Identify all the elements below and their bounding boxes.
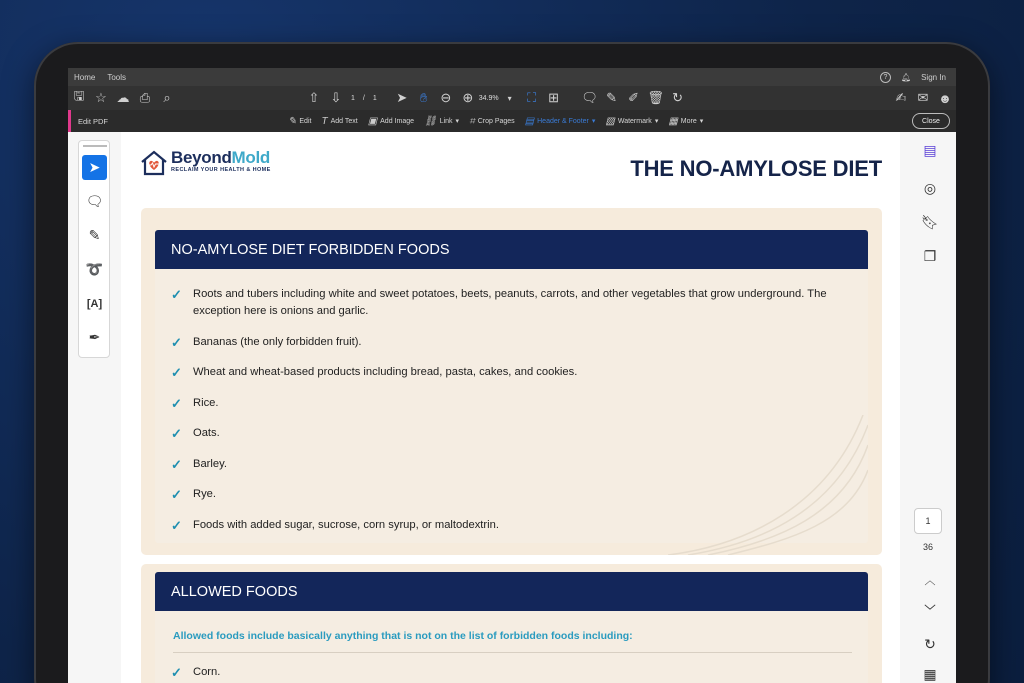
allowed-foods-intro: Allowed foods include basically anything that is not on the list of forbidden foods including: — [173, 630, 633, 642]
app-window — [68, 68, 956, 683]
edit-tool-add-image[interactable]: ▣ Add Image — [367, 115, 414, 127]
zoom-in-icon[interactable]: ⊕ — [462, 90, 474, 105]
close-edit-button[interactable]: Close — [912, 113, 950, 129]
comment-icon[interactable]: 🗨︎ — [581, 90, 598, 105]
right-side-panel — [900, 132, 956, 683]
allowed-foods-card — [141, 564, 882, 683]
list-item: ✓ Wheat and wheat-based products including bread, pasta, cakes, and cookies. — [171, 365, 578, 380]
check-icon: ✓ — [171, 517, 182, 533]
export-pdf-icon[interactable]: ◎ — [923, 180, 937, 196]
select-tool-icon[interactable]: ➤ — [82, 155, 107, 180]
check-icon: ✓ — [171, 487, 182, 502]
chevron-down-icon[interactable]: ▾ — [507, 93, 512, 103]
divider — [173, 652, 852, 653]
image-icon: ▣ — [367, 115, 378, 127]
marquee-zoom-icon[interactable]: ⊞ — [548, 90, 560, 105]
more-icon: ▦ — [668, 115, 678, 127]
edit-tool-edit[interactable]: ✎ Edit — [288, 115, 312, 127]
edit-pdf-panel-icon[interactable]: ▤ — [923, 142, 937, 158]
edit-tool-more[interactable]: ▦ More ▾ — [668, 115, 704, 127]
check-icon: ✓ — [171, 426, 182, 441]
page-title: THE NO-AMYLOSE DIET — [630, 156, 882, 181]
edit-pdf-bar — [68, 110, 956, 132]
save-icon[interactable]: 🖫 — [73, 88, 85, 103]
list-item: ✓ Bananas (the only forbidden fruit). — [171, 334, 362, 350]
edit-tool-watermark[interactable]: ▧ Watermark ▾ — [605, 115, 659, 127]
share-user-icon[interactable]: ☻ — [938, 90, 952, 106]
edit-tool-crop-pages[interactable]: ⌗ Crop Pages — [469, 115, 515, 127]
draw-lasso-icon[interactable]: ➰ — [85, 261, 104, 277]
pdf-page — [121, 132, 900, 683]
page-thumbnail-icon[interactable]: ▦ — [923, 666, 937, 682]
select-cursor-icon[interactable]: ➤ — [396, 90, 408, 105]
list-item: ✓ Oats. — [171, 426, 220, 441]
allowed-foods-heading: ALLOWED FOODS — [155, 572, 868, 611]
forbidden-foods-card — [141, 208, 882, 555]
check-icon: ✓ — [171, 395, 182, 411]
edit-tool-header-footer[interactable]: ▤ Header & Footer ▾ — [524, 115, 596, 127]
page-down-icon[interactable]: ⇩ — [330, 90, 342, 105]
check-icon: ✓ — [171, 287, 182, 302]
logo-tagline: RECLAIM YOUR HEALTH & HOME — [171, 167, 271, 173]
sign-in-button[interactable]: Sign In — [921, 72, 946, 82]
comment-tool-icon[interactable]: 🗨︎ — [85, 193, 104, 209]
tab-tools[interactable]: Tools — [107, 72, 127, 82]
watermark-icon: ▧ — [605, 115, 615, 127]
tab-home[interactable]: Home — [74, 72, 96, 82]
fill-sign-icon[interactable]: ✍︎ — [895, 90, 907, 105]
header-footer-icon: ▤ — [524, 115, 535, 127]
check-icon: ✓ — [171, 456, 182, 472]
chevron-down-icon[interactable]: ﹀ — [924, 605, 936, 617]
list-item: ✓ Rye. — [171, 487, 217, 502]
fit-page-icon[interactable]: ⛶ — [527, 90, 537, 105]
text-icon: T — [321, 115, 328, 127]
page-separator: / — [362, 94, 365, 102]
chevron-up-icon[interactable]: ︿ — [924, 575, 936, 587]
page-up-icon[interactable]: ⇧ — [308, 90, 320, 105]
page-count: 36 — [922, 542, 933, 552]
star-icon[interactable]: ☆ — [95, 90, 107, 105]
check-icon: ✓ — [171, 365, 182, 380]
list-item: ✓ Roots and tubers including white and sweet potatoes, beets, peanuts, carrots, and other vegetables that grow underground. The exception here is onions and garlic. — [171, 286, 852, 320]
print-icon[interactable]: ⎙ — [139, 90, 151, 105]
text-box-icon[interactable]: [A] — [86, 297, 103, 310]
rotate-icon[interactable]: ↻ — [672, 90, 684, 105]
delete-icon[interactable]: 🗑︎ — [647, 90, 664, 105]
edit-pdf-label: Edit PDF — [78, 116, 109, 126]
forbidden-foods-heading: NO-AMYLOSE DIET FORBIDDEN FOODS — [155, 230, 868, 269]
markup-icon[interactable]: ✐ — [628, 90, 640, 105]
refresh-icon[interactable]: ↻ — [924, 636, 936, 652]
tab-bar — [68, 68, 956, 86]
drag-handle[interactable] — [83, 145, 107, 147]
zoom-search-icon[interactable]: ⌕ — [163, 90, 171, 105]
quick-tools — [78, 140, 110, 358]
edit-marker — [68, 110, 71, 132]
check-icon: ✓ — [171, 665, 182, 680]
edit-icon: ✎ — [288, 115, 297, 127]
left-tool-panel — [68, 132, 121, 683]
edit-tool-link[interactable]: ⛓ Link ▾ — [424, 115, 460, 127]
help-icon[interactable]: ? — [880, 72, 891, 83]
list-item: ✓ Barley. — [171, 456, 227, 472]
allowed-foods-list — [171, 664, 852, 683]
page-total: 1 — [372, 94, 377, 102]
page-number-box[interactable]: 1 — [914, 508, 942, 534]
email-icon[interactable]: ✉ — [917, 90, 929, 105]
list-item: ✓ Foods with added sugar, sucrose, corn syrup, or maltodextrin. — [171, 517, 499, 533]
beyondmold-logo — [139, 148, 271, 178]
house-heart-icon — [139, 148, 169, 178]
edit-tool-add-text[interactable]: T Add Text — [321, 115, 358, 127]
page-current-input[interactable]: 1 — [351, 94, 355, 102]
crop-icon: ⌗ — [469, 115, 475, 127]
sign-tool-icon[interactable]: ✒ — [88, 329, 101, 345]
zoom-out-icon[interactable]: ⊖ — [440, 90, 452, 105]
organize-pages-icon[interactable]: ❐ — [923, 248, 937, 264]
main-toolbar — [68, 86, 956, 110]
list-item: ✓ Rice. — [171, 395, 219, 411]
zoom-level-select[interactable]: 34.9% — [478, 94, 499, 102]
list-item: ✓ Corn. — [171, 665, 221, 680]
link-icon: ⛓ — [424, 115, 437, 127]
hand-tool-icon[interactable]: ✋︎ — [420, 90, 428, 105]
forbidden-foods-list — [171, 286, 852, 547]
logo-brand: BeyondMold — [171, 148, 270, 167]
upload-cloud-icon[interactable]: ☁ — [116, 90, 130, 105]
highlight-pen-icon[interactable]: ✎ — [606, 90, 618, 105]
bell-icon[interactable]: 🔔︎ — [900, 72, 912, 82]
check-icon: ✓ — [171, 334, 182, 350]
highlight-tool-icon[interactable]: ✎ — [88, 227, 101, 243]
bookmark-icon[interactable]: 🔖︎ — [921, 214, 939, 230]
